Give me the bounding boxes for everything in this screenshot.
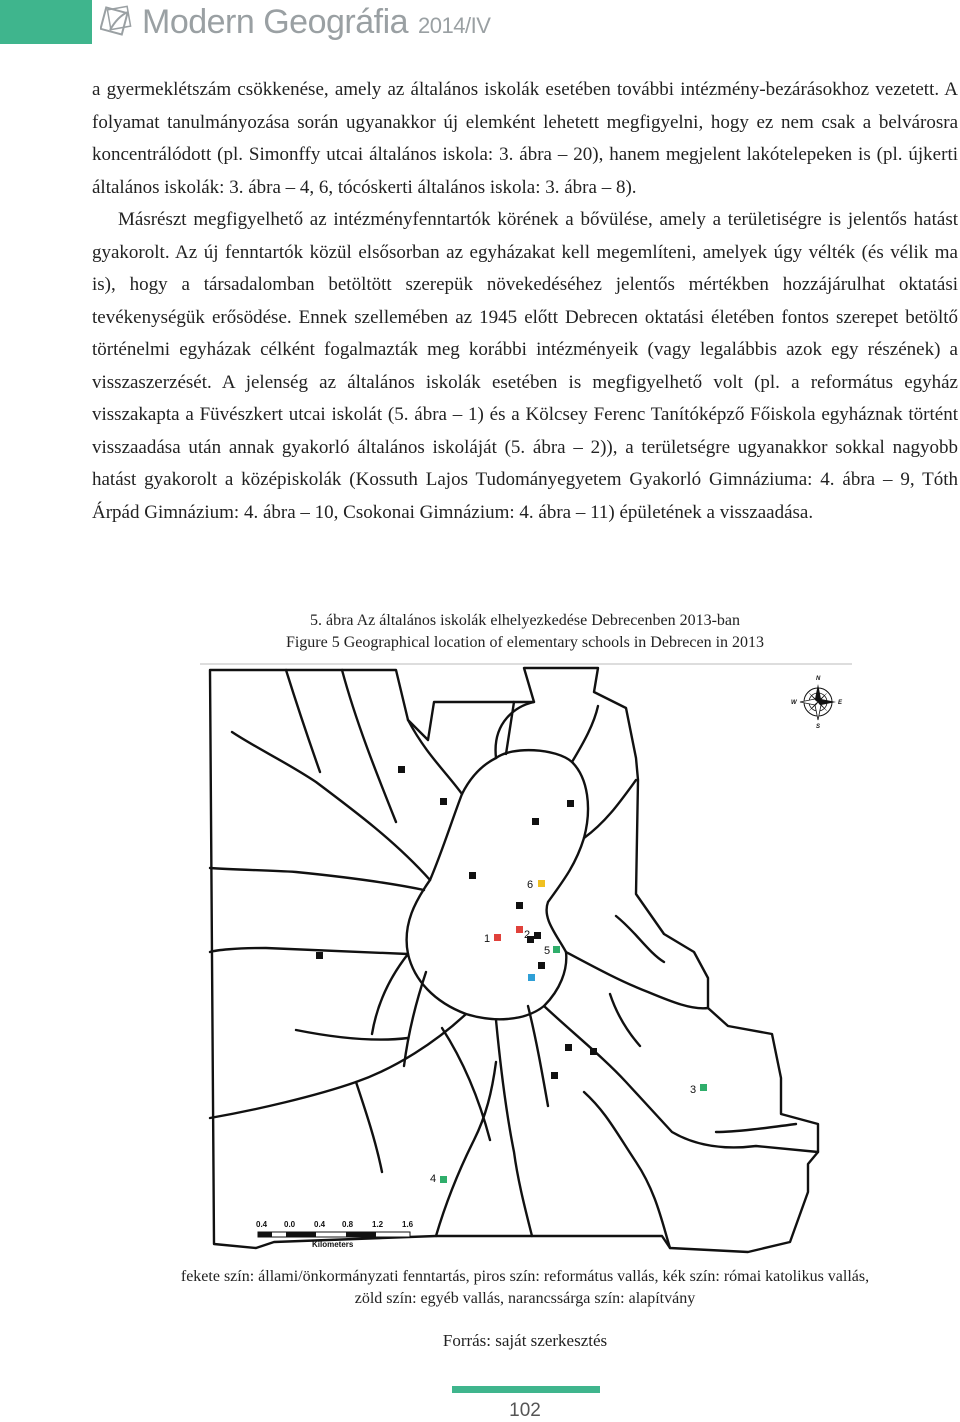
school-location-map [196, 662, 856, 1254]
road-west [210, 948, 408, 954]
school-marker-2 [516, 926, 523, 933]
figure-caption-en: Figure 5 Geographical location of elementary schools in Debrecen in 2013 [285, 634, 765, 651]
school-marker [316, 952, 323, 959]
compass-east: E [838, 700, 843, 706]
map-legend [92, 1266, 958, 1310]
legend-line-2: zöld szín: egyéb vallás, narancssárga szín: alapítvány [354, 1290, 696, 1307]
school-marker [538, 962, 545, 969]
road-north-east [584, 780, 636, 838]
scale-tick-label: 1.6 [402, 1220, 414, 1229]
school-marker-6 [538, 880, 545, 887]
body-paragraph-2: Másrészt megfigyelhető az intézményfenntartók körének a bővülése, amely a területiségre is jelentős hatást gyakorolt. Az új fenntartók közül elsősorban az egyházakat kell megemlíteni, amelyek úgy vélték (és vélik ma is), hogy a társadalomban betöltött szerepük növekedéséhez jelentős mértékben hozzájárulhat oktatási tevékenységük erősödése. Ennek szellemében az 1945 előtt Debrecen oktatási életében fontos szerepet betöltő történelmi egyházak célként fogalmazták meg korábbi intézményeik (vagy legalábbis azok egy részének) a visszaszerzését. A jelenség az általános iskolák esetében is megfigyelhető volt (pl. a református egyház visszakapta a Füvészkert utcai iskolát (5. ábra – 1) és a Kölcsey Ferenc Tanítóképző Főiskola egyháznak történt visszaadása után annak gyakorló általános iskoláját (5. ábra – 2)), a területségre ugyanakkor sokkal nagyobb hatást gyakorolt a középiskolák (Kossuth Lajos Tudományegyetem Gyakorló Gimnáziuma: 4. ábra – 9, Tóth Árpád Gimnázium: 4. ábra – 10, Csokonai Gimnázium: 4. ábra – 11) épületének a visszaadása. [92, 209, 958, 523]
scale-tick-label: 0.4 [256, 1220, 268, 1229]
school-marker-catholic [528, 974, 535, 981]
figure-source: Forrás: saját szerkesztés [442, 1331, 608, 1350]
road-north [506, 702, 514, 754]
school-marker [551, 1072, 558, 1079]
school-label-6: 6 [527, 879, 534, 891]
road-west-lower [372, 954, 408, 1034]
scale-bar [256, 1220, 414, 1249]
school-label-1: 1 [484, 933, 491, 945]
footer-accent-bar [452, 1386, 600, 1393]
compass-north: N [816, 676, 821, 682]
school-marker [565, 1044, 572, 1051]
scale-unit-label: Kilometers [312, 1240, 354, 1249]
compass-south: S [816, 724, 821, 730]
city-boundary [210, 668, 821, 1252]
school-label-4: 4 [430, 1173, 437, 1185]
road-south-west [210, 1014, 466, 1118]
page-number: 102 [509, 1400, 541, 1421]
school-marker [516, 902, 523, 909]
school-marker [398, 766, 405, 773]
journal-name: Modern Geográfia [142, 3, 409, 41]
compass-west: W [791, 700, 797, 706]
road-north-west-diag [232, 732, 430, 880]
scale-tick-label: 0.8 [342, 1220, 354, 1229]
compass-rose-icon [791, 676, 843, 730]
scale-tick-label: 0.0 [284, 1220, 296, 1229]
school-marker [590, 1048, 597, 1055]
labeled-schools [430, 879, 707, 1185]
road-south-east [544, 1006, 818, 1152]
debrecen-map [196, 662, 856, 1254]
article-body [92, 74, 958, 529]
school-marker [469, 872, 476, 879]
school-marker [532, 818, 539, 825]
school-marker [534, 932, 541, 939]
school-marker-1 [494, 934, 501, 941]
inner-ring [407, 750, 588, 1019]
body-paragraph-1: a gyermeklétszám csökkenése, amely az általános iskolák esetében további intézmény-bezárásokhoz vezetett. A folyamat tanulmányozása során ugyanakkor új elemként lehetett megfigyelni, hogy ez nem csak a belvárosra koncentrálódott (pl. Simonffy utcai általános iskola: 3. ábra – 20), hanem megjelent lakótelepeken is (pl. újkerti általános iskolák: 3. ábra – 4, 6, tócóskerti általános iskola: 3. ábra – 8). [92, 79, 958, 198]
scale-tick-label: 1.2 [372, 1220, 384, 1229]
journal-issue: 2014/IV [418, 13, 491, 38]
road-east [566, 952, 708, 1008]
school-marker-3 [700, 1084, 707, 1091]
journal-logo-icon [100, 4, 134, 40]
road-south [496, 1020, 532, 1236]
school-marker-4 [440, 1176, 447, 1183]
school-label-5: 5 [544, 945, 551, 957]
road-west-2 [210, 868, 424, 890]
page-header [0, 0, 960, 44]
header-accent-bar [0, 0, 92, 44]
school-marker [440, 798, 447, 805]
school-marker [567, 800, 574, 807]
scale-tick-label: 0.4 [314, 1220, 326, 1229]
school-marker-5 [553, 946, 560, 953]
school-label-3: 3 [690, 1084, 697, 1096]
road-network [210, 668, 821, 1252]
legend-line-1: fekete szín: állami/önkormányzati fenntartás, piros szín: református vallás, kék szín: római katolikus vallás, [180, 1268, 870, 1285]
school-label-2: 2 [524, 929, 531, 941]
figure-caption-hu: 5. ábra Az általános iskolák elhelyezkedése Debrecenben 2013-ban [309, 612, 741, 629]
journal-title [142, 2, 490, 46]
road-north-west [408, 720, 462, 794]
